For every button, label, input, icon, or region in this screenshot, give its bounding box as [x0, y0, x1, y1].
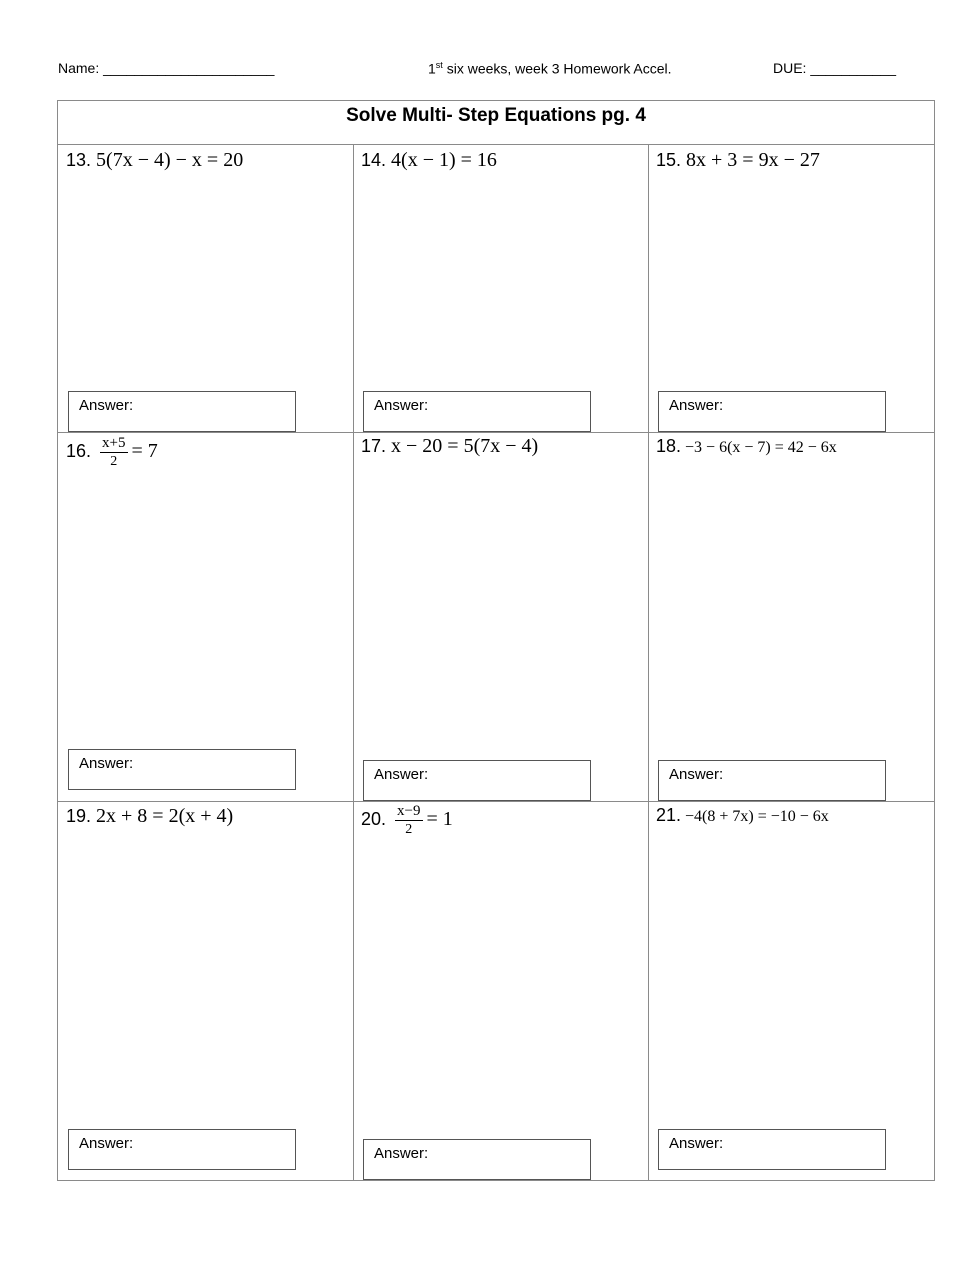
answer-label: Answer: [79, 397, 134, 414]
answer-box[interactable] [363, 1139, 591, 1180]
answer-label: Answer: [374, 1145, 429, 1162]
fraction: $\frac{x-9}{2}$ [397, 803, 421, 837]
worksheet-table [57, 100, 935, 1181]
problem-cell-20 [353, 801, 648, 1181]
problem-equation: 13. 5(7x − 4) − x = 20 [66, 149, 244, 171]
worksheet-title: Solve Multi- Step Equations pg. 4 [58, 101, 934, 145]
problem-equation: 15. 8x + 3 = 9x − 27 [656, 149, 820, 171]
problem-cell-15 [648, 145, 936, 432]
problem-cell-13 [58, 145, 353, 432]
problem-equation: 19. 2x + 8 = 2(x + 4) [66, 805, 234, 827]
answer-box[interactable] [68, 749, 296, 790]
problem-equation: 16. $\frac{x+5}{2}$ = 7 [66, 435, 158, 469]
answer-box[interactable] [363, 391, 591, 432]
problem-equation: 14. 4(x − 1) = 16 [361, 149, 497, 171]
problem-cell-16 [58, 432, 353, 801]
answer-box[interactable] [658, 391, 886, 432]
answer-box[interactable] [68, 391, 296, 432]
answer-label: Answer: [669, 766, 724, 783]
course-info: 1st six weeks, week 3 Homework Accel. [428, 60, 672, 77]
problem-equation: 17. x − 20 = 5(7x − 4) [361, 435, 539, 457]
problem-cell-17 [353, 432, 648, 801]
answer-label: Answer: [669, 1135, 724, 1152]
answer-box[interactable] [68, 1129, 296, 1170]
answer-label: Answer: [669, 397, 724, 414]
name-field-label: Name: ______________________ [58, 60, 275, 76]
problem-equation: 18. −3 − 6(x − 7) = 42 − 6x [656, 436, 837, 456]
due-field-label: DUE: ___________ [773, 60, 896, 76]
problem-equation: 21. −4(8 + 7x) = −10 − 6x [656, 805, 829, 825]
problem-cell-14 [353, 145, 648, 432]
problem-equation: 20. $\frac{x-9}{2}$ = 1 [361, 803, 453, 837]
answer-box[interactable] [658, 1129, 886, 1170]
answer-label: Answer: [374, 766, 429, 783]
problem-cell-21 [648, 801, 936, 1181]
fraction: $\frac{x+5}{2}$ [102, 435, 126, 469]
answer-label: Answer: [79, 1135, 134, 1152]
problem-cell-19 [58, 801, 353, 1181]
answer-label: Answer: [79, 755, 134, 772]
answer-box[interactable] [658, 760, 886, 801]
problem-cell-18 [648, 432, 936, 801]
answer-label: Answer: [374, 397, 429, 414]
answer-box[interactable] [363, 760, 591, 801]
